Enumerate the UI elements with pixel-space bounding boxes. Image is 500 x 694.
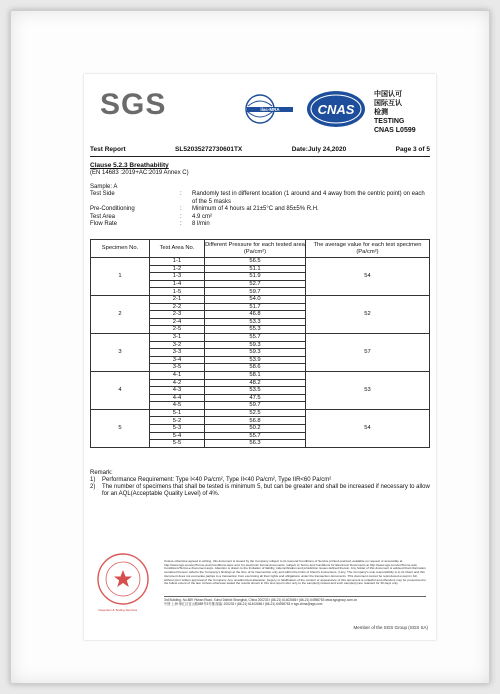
member-text: Member of the SGS Group (SGS SA) (353, 625, 428, 630)
param-label: Test Side (90, 191, 115, 198)
sgs-logo: SGS (100, 88, 167, 121)
report-number: SL52035272730601TX (175, 146, 243, 153)
pressure-value: 52.7 (205, 280, 306, 288)
clause-title: Clause 5.2.3 Breathability (90, 162, 169, 169)
specimen-number: 1 (91, 258, 150, 296)
pressure-value: 46.8 (205, 311, 306, 319)
pressure-value: 56.5 (205, 258, 306, 266)
remark-section (90, 470, 430, 498)
pressure-value: 54.0 (205, 295, 306, 303)
param-colon: : (180, 191, 182, 198)
pressure-value: 51.9 (205, 273, 306, 281)
area-number: 5-1 (150, 409, 205, 417)
pressure-value: 53.5 (205, 387, 306, 395)
ilac-mra-label: ilac-MRA (260, 107, 280, 113)
remark-item (90, 477, 430, 484)
specimen-number: 5 (91, 409, 150, 447)
report-page (84, 74, 436, 640)
area-number: 4-2 (150, 379, 205, 387)
param-label: Test Area (90, 213, 116, 220)
specimen-number: 3 (91, 333, 150, 371)
results-table (90, 239, 430, 448)
param-value: Randomly test in different location (1 around and 4 away from the centric point) on each of the 5 masks (192, 191, 425, 205)
specimen-number: 2 (91, 295, 150, 333)
pressure-value: 52.5 (205, 409, 306, 417)
param-value: Minimum of 4 hours at 21±5°C and 85±5% R.H. (192, 206, 319, 213)
table-row (91, 409, 430, 417)
param-label: Pre-Conditioning (90, 206, 135, 213)
pressure-value: 48.2 (205, 379, 306, 387)
area-number: 2-1 (150, 295, 205, 303)
param-row (90, 206, 430, 213)
certificate-frame (10, 10, 490, 684)
pressure-value: 51.1 (205, 265, 306, 273)
footer-address (164, 598, 426, 606)
remark-title: Remark: (90, 470, 113, 476)
area-number: 4-1 (150, 371, 205, 379)
accreditation-cn-3: 检测 (374, 109, 388, 116)
pressure-value: 58.1 (205, 371, 306, 379)
report-header (90, 146, 430, 153)
area-number: 2-3 (150, 311, 205, 319)
header-average: The average value for each test specimen (Pa/cm²) (306, 240, 430, 258)
area-number: 5-3 (150, 425, 205, 433)
remark-text: Performance Requirement: Type I<40 Pa/cm², Type II<40 Pa/cm², Type IIR<60 Pa/cm² (102, 477, 332, 483)
pressure-value: 59.7 (205, 402, 306, 410)
area-number: 4-5 (150, 402, 205, 410)
table-row (91, 258, 430, 266)
accreditation-testing: TESTING (374, 118, 405, 125)
table-header-row (91, 240, 430, 258)
average-value: 54 (306, 409, 430, 447)
area-number: 1-3 (150, 273, 205, 281)
param-row (90, 214, 430, 221)
average-value: 52 (306, 295, 430, 333)
header-area: Test Area No. (150, 240, 205, 258)
pressure-value: 51.7 (205, 303, 306, 311)
accreditation-text (374, 90, 434, 135)
clause-standard: (EN 14683 :2019+AC:2019 Annex C) (90, 170, 189, 176)
pressure-value: 56.8 (205, 417, 306, 425)
cnas-label: CNAS (317, 102, 355, 117)
pressure-value: 55.7 (205, 432, 306, 440)
specimen-number: 4 (91, 371, 150, 409)
area-number: 5-4 (150, 432, 205, 440)
area-number: 1-4 (150, 280, 205, 288)
param-value: 4.9 cm² (192, 213, 213, 220)
area-number: 4-4 (150, 394, 205, 402)
area-number: 5-5 (150, 440, 205, 448)
table-row (91, 295, 430, 303)
cnas-logo (306, 90, 366, 128)
param-colon: : (180, 213, 182, 220)
pressure-value: 53.3 (205, 318, 306, 326)
table-row (91, 371, 430, 379)
area-number: 2-2 (150, 303, 205, 311)
header-divider (90, 156, 430, 157)
report-label: Test Report (90, 146, 126, 153)
area-number: 4-3 (150, 387, 205, 395)
address-cn: 中国·上海·徐汇区宜山路889号3号楼 邮编: 200233 t (86-21) 61402666 f (86-21) 64958763 e sgs.china@sgs.com (164, 602, 323, 607)
remark-number: 1) (90, 477, 96, 483)
area-number: 3-3 (150, 349, 205, 357)
area-number: 3-1 (150, 333, 205, 341)
area-number: 1-5 (150, 288, 205, 296)
ilac-mra-logo (244, 92, 296, 126)
param-label: Flow Rate (90, 221, 118, 228)
param-row (90, 184, 430, 191)
area-number: 2-5 (150, 326, 205, 334)
pressure-value: 59.3 (205, 349, 306, 357)
average-value: 53 (306, 371, 430, 409)
param-label: Sample: A (90, 184, 118, 190)
company-seal (96, 552, 150, 606)
seal-caption: Inspection & Testing Services (98, 608, 138, 612)
accreditation-code: CNAS L0599 (374, 127, 416, 134)
area-number: 3-5 (150, 364, 205, 372)
accreditation-cn-1: 中国认可 (374, 91, 402, 98)
param-colon: : (180, 221, 182, 228)
address-en: 3rd Building, No.889 Yishan Road, Xuhui District Shanghai, China 200233 t (86-21) 61402666 f (86-21) 64958763 www.sgsgroup.com.cn (164, 598, 358, 602)
pressure-value: 59.7 (205, 288, 306, 296)
area-number: 1-1 (150, 258, 205, 266)
remark-item (90, 484, 430, 498)
pressure-value: 59.3 (205, 341, 306, 349)
header-pressure: Different Pressure for each tested area (Pa/cm²) (205, 240, 306, 258)
pressure-value: 50.2 (205, 425, 306, 433)
terms-text: Unless otherwise agreed in writing, this document is issued by the Company subject to its General Conditions of Service printed overleaf, available on request or accessible at http://www.sgs.com/en/Terms-and-Conditions.aspx and, for electronic format documents, subject to Terms and Conditions for Electronic Documents at http://www.sgs.com/en/Terms-and-Conditions/Terms-e-Document.aspx. Attention is drawn to the limitation of liability, indemnification and jurisdiction issues defined therein. Any holder of this document is advised that information contained hereon reflects the Company's findings at the time of its intervention only and within the limits of Client's instructions, if any. The Company's sole responsibility is to its Client and this document does not exonerate parties to a transaction from exercising all their rights and obligations under the transaction documents. This document cannot be reproduced except in full, without prior written approval of the Company. Any unauthorized alteration, forgery or falsification of the content or appearance of this document is unlawful and offenders may be prosecuted to the fullest extent of the law. Unless otherwise stated the results shown in this test report refer only to the sample(s) tested and such sample(s) are retained for 30 days only. (164, 559, 426, 586)
accreditation-cn-2: 国际互认 (374, 100, 402, 107)
pressure-value: 47.5 (205, 394, 306, 402)
footer-divider (164, 596, 426, 597)
report-page: Page 3 of 5 (395, 146, 430, 153)
area-number: 5-2 (150, 417, 205, 425)
test-parameters (90, 184, 430, 228)
area-number: 2-4 (150, 318, 205, 326)
pressure-value: 55.7 (205, 333, 306, 341)
report-date: Date:July 24,2020 (291, 146, 347, 153)
area-number: 1-2 (150, 265, 205, 273)
header-specimen: Specimen No. (91, 240, 150, 258)
average-value: 54 (306, 258, 430, 296)
area-number: 3-2 (150, 341, 205, 349)
param-row (90, 221, 430, 228)
param-row (90, 191, 430, 206)
remark-text: The number of specimens that shall be tested is minimum 5, but can be greater and shall be increased if necessary to allow for an AQL(Acceptable Quality Level) of 4%. (102, 484, 430, 497)
remark-number: 2) (90, 484, 96, 490)
param-value: 8 l/min (192, 221, 210, 228)
pressure-value: 58.6 (205, 364, 306, 372)
param-colon: : (180, 206, 182, 213)
pressure-value: 53.9 (205, 356, 306, 364)
pressure-value: 55.3 (205, 326, 306, 334)
pressure-value: 56.3 (205, 440, 306, 448)
area-number: 3-4 (150, 356, 205, 364)
table-row (91, 333, 430, 341)
average-value: 57 (306, 333, 430, 371)
